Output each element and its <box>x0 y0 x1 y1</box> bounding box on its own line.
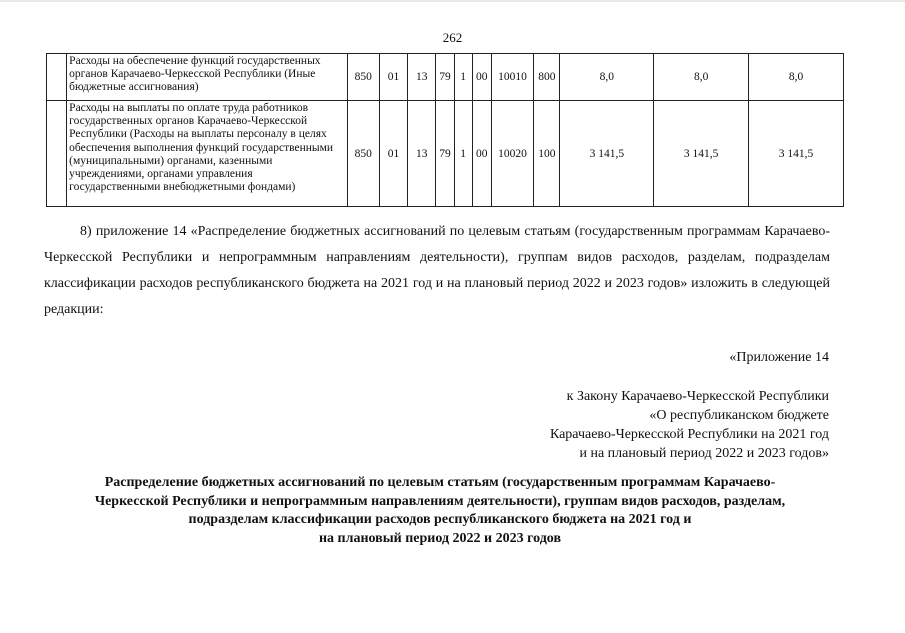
amount-2021: 3 141,5 <box>560 101 654 207</box>
main-event-code: 00 <box>472 101 491 207</box>
expense-type-code: 800 <box>534 54 560 101</box>
main-event-code: 00 <box>472 54 491 101</box>
scan-edge <box>0 0 905 2</box>
heading-line: Черкесской Республики и непрограммным направлениям деятельности), группам видов расходов, разделам, <box>94 493 786 509</box>
row-description: Расходы на обеспечение функций государственных органов Карачаево-Черкесской Республики (Иные бюджетные ассигнования) <box>67 54 347 101</box>
document-heading <box>40 474 840 548</box>
appendix-title: «Приложение 14 <box>729 350 829 365</box>
amount-2023: 3 141,5 <box>749 101 844 207</box>
empty-cell <box>47 101 67 207</box>
direction-code: 10010 <box>491 54 533 101</box>
section-code: 01 <box>379 54 407 101</box>
table-row <box>47 54 844 101</box>
heading-line: на плановый период 2022 и 2023 годов <box>318 530 562 546</box>
subprogram-code: 1 <box>454 54 472 101</box>
appendix-ref-line: к Закону Карачаево-Черкесской Республики <box>566 389 829 404</box>
heading-line: подразделам классификации расходов республиканского бюджета на 2021 год и <box>188 512 692 527</box>
amount-2022: 8,0 <box>654 54 749 101</box>
ministry-code: 850 <box>347 54 379 101</box>
amount-2022: 3 141,5 <box>654 101 749 207</box>
row-description: Расходы на выплаты по оплате труда работников государственных органов Карачаево-Черкесской Республики (Расходы на выплаты персоналу в целях обеспечения выполнения функций государственными (муниципальными) органами, казенными учреждениями, органами управления государственными внебюджетными фондами) <box>67 101 347 207</box>
section-code: 01 <box>379 101 407 207</box>
appendix-ref-line: и на плановый период 2022 и 2023 годов» <box>579 446 829 461</box>
budget-table <box>46 53 844 207</box>
page-number: 262 <box>442 30 463 45</box>
empty-cell <box>47 54 67 101</box>
amount-2021: 8,0 <box>560 54 654 101</box>
appendix-ref-line: «О республиканском бюджете <box>649 408 829 423</box>
subsection-code: 13 <box>408 54 436 101</box>
table-row <box>47 101 844 207</box>
heading-line: Распределение бюджетных ассигнований по целевым статьям (государственным программам Карачаево- <box>104 475 776 490</box>
direction-code: 10020 <box>491 101 533 207</box>
appendix-reference <box>550 387 829 463</box>
expense-type-code: 100 <box>534 101 560 207</box>
program-code: 79 <box>436 54 454 101</box>
subsection-code: 13 <box>408 101 436 207</box>
subprogram-code: 1 <box>454 101 472 207</box>
amendment-paragraph <box>44 219 830 323</box>
program-code: 79 <box>436 101 454 207</box>
ministry-code: 850 <box>347 101 379 207</box>
appendix-ref-line: Карачаево-Черкесской Республики на 2021 год <box>549 427 829 442</box>
amendment-text: 8) приложение 14 «Распределение бюджетных ассигнований по целевым статьям (государственным программам Карачаево-Черкесской Республики и непрограммным направлениям деятельности), группам видов расходов, разделам, подразделам классификации расходов республиканского бюджета на 2021 год и на плановый период 2022 и 2023 годов» изложить в следующей редакции: <box>44 224 830 317</box>
amount-2023: 8,0 <box>749 54 844 101</box>
